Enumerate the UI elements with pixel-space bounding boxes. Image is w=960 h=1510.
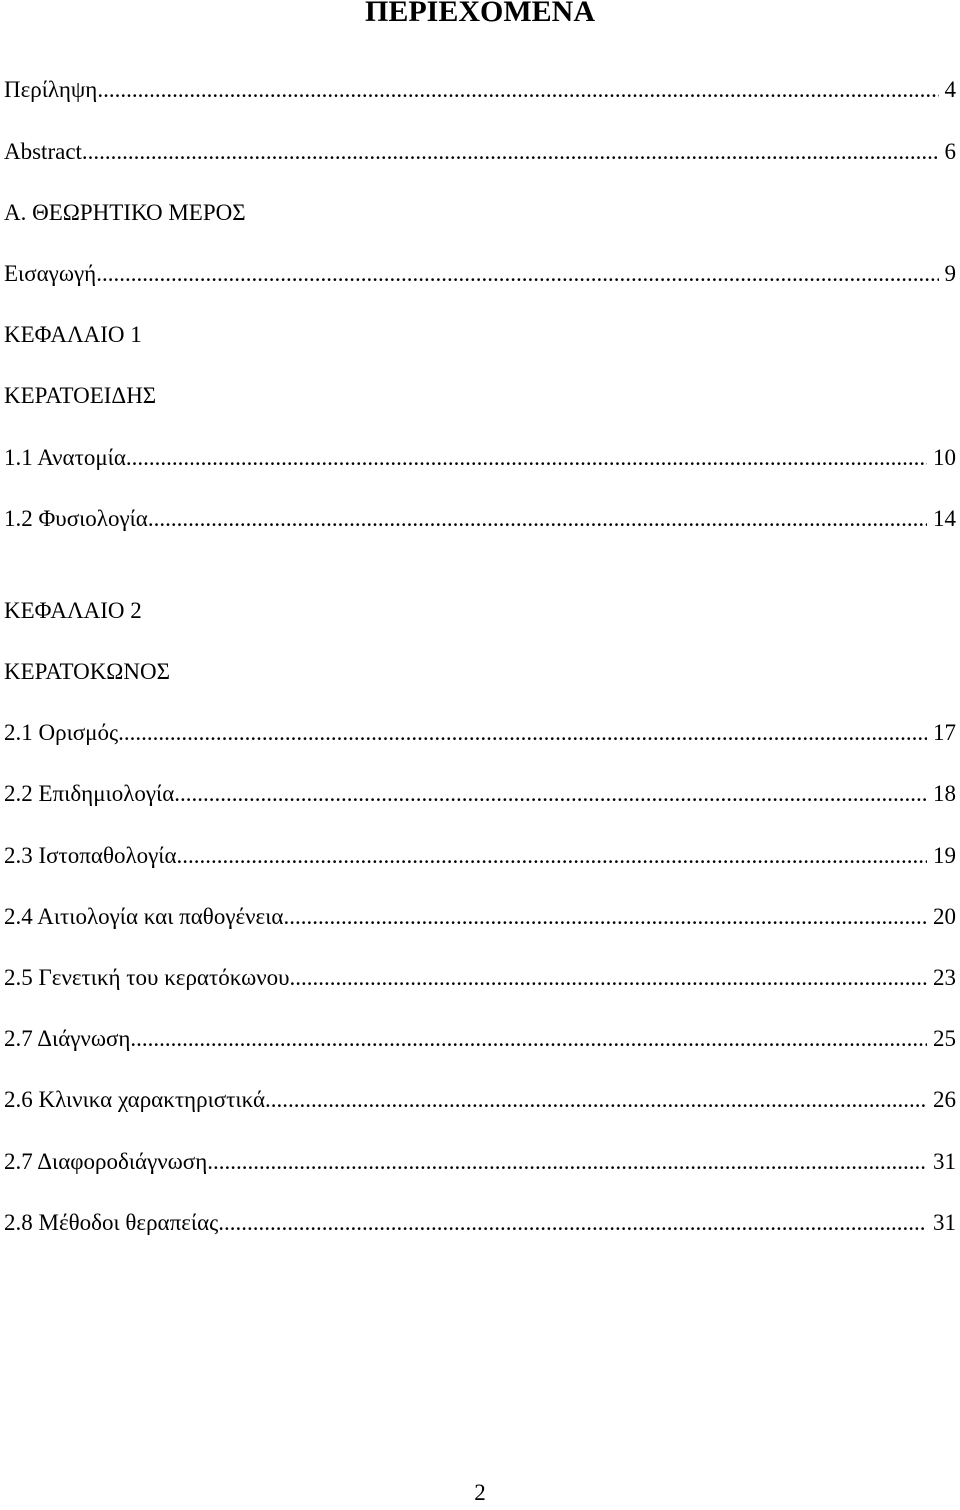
dot-leader bbox=[177, 839, 927, 873]
toc-section-heading: Α. ΘΕΩΡΗΤΙΚΟ ΜΕΡΟΣ bbox=[4, 200, 246, 225]
toc-entry-page: 14 bbox=[933, 506, 956, 531]
toc-entry-page: 31 bbox=[933, 1210, 956, 1235]
dot-leader bbox=[97, 73, 938, 107]
toc-entry-genetics[interactable] bbox=[4, 961, 956, 995]
page-number: 2 bbox=[474, 1480, 486, 1505]
toc-entry-label: Περίληψη bbox=[4, 77, 98, 102]
dot-leader bbox=[82, 135, 939, 169]
toc-entry-treatment-methods[interactable] bbox=[4, 1206, 956, 1240]
toc-entry-etiology[interactable] bbox=[4, 900, 956, 934]
toc-entry-summary[interactable] bbox=[4, 73, 956, 107]
toc-entry-label: 1.2 Φυσιολογία bbox=[4, 506, 148, 531]
toc-entry-page: 6 bbox=[944, 139, 956, 164]
toc-entry-label: 2.1 Ορισμός bbox=[4, 720, 119, 745]
toc-entry-label: 2.7 Διαφοροδιάγνωση bbox=[4, 1149, 208, 1174]
toc-entry-label: 1.1 Ανατομία bbox=[4, 445, 126, 470]
toc-entry-page: 18 bbox=[933, 781, 956, 806]
toc-entry-page: 26 bbox=[933, 1087, 956, 1112]
toc-chapter-title: ΚΕΡΑΤΟΕΙΔΗΣ bbox=[4, 383, 157, 408]
dot-leader bbox=[207, 1145, 927, 1179]
dot-leader bbox=[148, 502, 927, 536]
toc-entry-physiology[interactable] bbox=[4, 502, 956, 536]
dot-leader bbox=[96, 257, 938, 291]
toc-entry-abstract[interactable] bbox=[4, 135, 956, 169]
toc-entry-label: 2.5 Γενετική του κερατόκωνου bbox=[4, 965, 290, 990]
toc-entry-page: 9 bbox=[944, 261, 956, 286]
toc-entry-diagnosis[interactable] bbox=[4, 1022, 956, 1056]
toc-chapter-title: ΚΕΡΑΤΟΚΩΝΟΣ bbox=[4, 659, 170, 684]
toc-entry-page: 17 bbox=[933, 720, 956, 745]
toc-entry-label: 2.2 Επιδημιολογία bbox=[4, 781, 175, 806]
toc-entry-page: 19 bbox=[933, 843, 956, 868]
toc-entry-label: Abstract bbox=[4, 139, 82, 164]
toc-entry-label: Εισαγωγή bbox=[4, 261, 97, 286]
toc-entry-page: 4 bbox=[944, 77, 956, 102]
dot-leader bbox=[130, 1022, 927, 1056]
toc-entry-differential-diagnosis[interactable] bbox=[4, 1145, 956, 1179]
page-title: ΠΕΡΙΕΧΟΜΕΝΑ bbox=[364, 0, 595, 28]
toc-chapter-heading: ΚΕΦΑΛΑΙΟ 2 bbox=[4, 598, 142, 623]
toc-entry-introduction[interactable] bbox=[4, 257, 956, 291]
toc-entry-page: 25 bbox=[933, 1026, 956, 1051]
toc-entry-clinical-features[interactable] bbox=[4, 1083, 956, 1117]
toc-entry-definition[interactable] bbox=[4, 716, 956, 750]
dot-leader bbox=[118, 716, 927, 750]
dot-leader bbox=[174, 777, 927, 811]
dot-leader bbox=[126, 441, 927, 475]
toc-entry-page: 20 bbox=[933, 904, 956, 929]
toc-entry-page: 31 bbox=[933, 1149, 956, 1174]
toc-entry-epidemiology[interactable] bbox=[4, 777, 956, 811]
toc-entry-label: 2.3 Ιστοπαθολογία bbox=[4, 843, 177, 868]
toc-entry-histopathology[interactable] bbox=[4, 839, 956, 873]
toc-entry-page: 23 bbox=[933, 965, 956, 990]
toc-entry-page: 10 bbox=[933, 445, 956, 470]
toc-entry-label: 2.4 Αιτιολογία και παθογένεια bbox=[4, 904, 284, 929]
toc-chapter-heading: ΚΕΦΑΛΑΙΟ 1 bbox=[4, 322, 142, 347]
toc-entry-label: 2.7 Διάγνωση bbox=[4, 1026, 131, 1051]
toc-entry-label: 2.6 Κλινικα χαρακτηριστικά bbox=[4, 1087, 266, 1112]
dot-leader bbox=[265, 1083, 927, 1117]
dot-leader bbox=[290, 961, 927, 995]
toc-entry-label: 2.8 Μέθοδοι θεραπείας bbox=[4, 1210, 219, 1235]
dot-leader bbox=[283, 900, 927, 934]
toc-entry-anatomy[interactable] bbox=[4, 441, 956, 475]
dot-leader bbox=[218, 1206, 927, 1240]
